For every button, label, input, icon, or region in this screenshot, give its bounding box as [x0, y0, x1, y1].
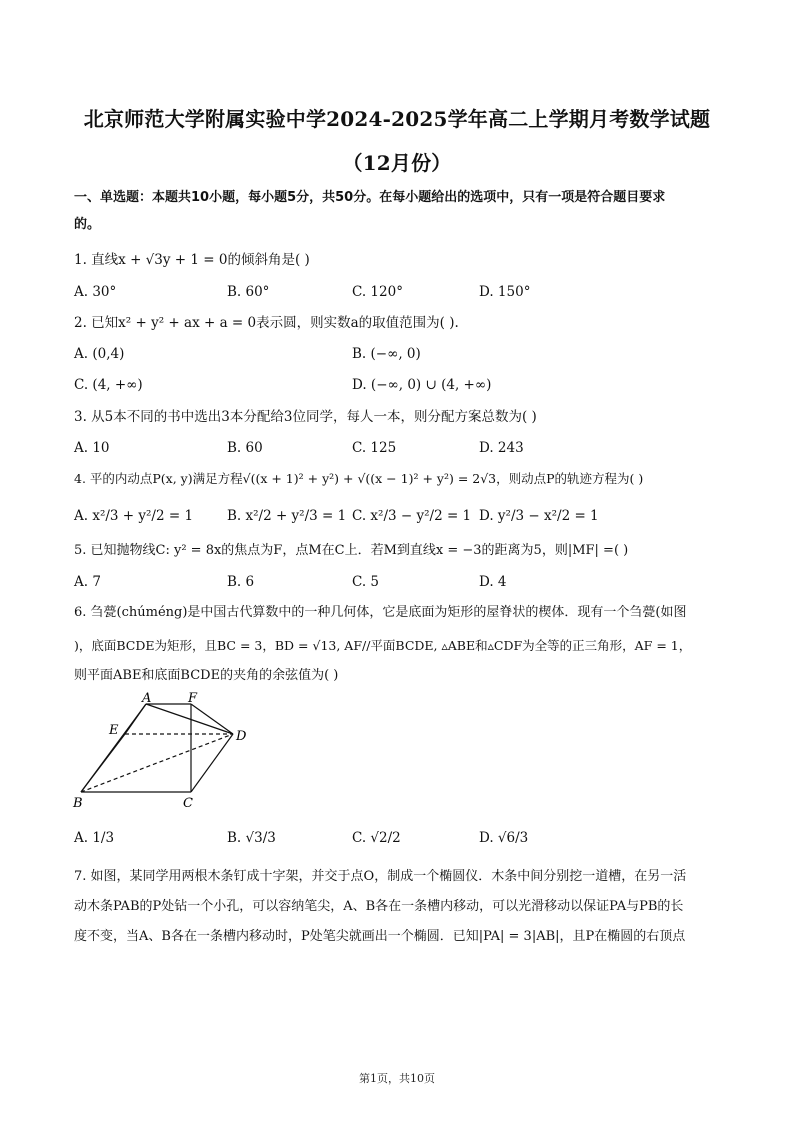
question-5-stem: 5. 已知抛物线C: y² = 8x的焦点为F，点M在C上．若M到直线x = −3的距离为5，则|MF| =( )	[74, 543, 629, 558]
wedge-figure	[68, 690, 258, 812]
q5-option-d: D. 4	[479, 574, 507, 590]
label-B: B	[73, 796, 83, 811]
q1-option-c: C. 120°	[352, 284, 403, 300]
question-6-stem-1: 6. 刍甍(chúméng)是中国古代算数中的一种几何体，它是底面为矩形的屋脊状的楔体．现有一个刍甍(如图	[74, 605, 687, 620]
question-1-stem: 1. 直线x + √3y + 1 = 0的倾斜角是( )	[74, 252, 310, 268]
section-heading: 一、单选题：本题共10小题，每小题5分，共50分。在每小题给出的选项中，只有一项是符合题目要求	[74, 190, 666, 205]
q5-option-a: A. 7	[74, 574, 101, 590]
q3-option-d: D. 243	[479, 440, 524, 456]
q2-option-a: A. (0,4)	[74, 346, 125, 362]
q5-option-c: C. 5	[352, 574, 380, 590]
q2-option-b: B. (−∞, 0)	[352, 346, 421, 362]
question-3-stem: 3. 从5本不同的书中选出3本分配给3位同学，每人一本，则分配方案总数为( )	[74, 409, 537, 425]
q5-option-b: B. 6	[227, 574, 255, 590]
question-7-stem-1: 7. 如图，某同学用两根木条钉成十字架，并交于点O，制成一个椭圆仪．木条中间分别挖一道槽，在另一活	[74, 869, 687, 884]
question-6-stem-3: 则平面ABE和底面BCDE的夹角的余弦值为( )	[74, 668, 339, 683]
edge-EA	[125, 704, 146, 734]
q6-option-d: D. √6/3	[479, 830, 529, 846]
edge-AD	[146, 704, 233, 734]
question-6-stem-2: )，底面BCDE为矩形，且BC = 3，BD = √13, AF//平面BCDE, ▵ABE和▵CDF为全等的正三角形，AF = 1，	[74, 638, 692, 653]
label-F: F	[188, 691, 198, 706]
q4-option-b: B. x²/2 + y²/3 = 1	[227, 508, 347, 524]
question-7-stem-2: 动木条PAB的P处钻一个小孔，可以容纳笔尖，A、B各在一条槽内移动，可以光滑移动以保证PA与PB的长	[74, 899, 684, 914]
label-D: D	[236, 729, 247, 744]
edge-BD-hidden	[81, 734, 233, 792]
q6-option-c: C. √2/2	[352, 830, 401, 846]
q1-option-a: A. 30°	[74, 284, 117, 300]
q4-option-c: C. x²/3 − y²/2 = 1	[352, 508, 472, 524]
question-4-stem: 4. 平的内动点P(x, y)满足方程√((x + 1)² + y²) + √((x − 1)² + y²) = 2√3，则动点P的轨迹方程为( )	[74, 471, 644, 486]
label-E: E	[109, 723, 119, 738]
question-7-stem-3: 度不变，当A、B各在一条槽内移动时，P处笔尖就画出一个椭圆．已知|PA| = 3|AB|，且P在椭圆的右顶点	[74, 929, 686, 944]
q3-option-a: A. 10	[74, 440, 110, 456]
q3-option-b: B. 60	[227, 440, 263, 456]
q3-option-c: C. 125	[352, 440, 397, 456]
page-footer: 第1页，共10页	[359, 1072, 435, 1085]
q6-option-b: B. √3/3	[227, 830, 276, 846]
q4-option-d: D. y²/3 − x²/2 = 1	[479, 508, 599, 524]
section-heading-cont: 的。	[74, 217, 101, 232]
label-C: C	[183, 796, 193, 811]
document-subtitle: （12月份）	[342, 151, 452, 175]
q4-option-a: A. x²/3 + y²/2 = 1	[74, 508, 194, 524]
document-title: 北京师范大学附属实验中学2024-2025学年高二上学期月考数学试题	[83, 107, 711, 131]
edge-FD	[191, 704, 233, 734]
q1-option-d: D. 150°	[479, 284, 531, 300]
edge-CD	[191, 734, 233, 792]
q6-option-a: A. 1/3	[74, 830, 115, 846]
label-A: A	[142, 691, 152, 706]
q2-option-c: C. (4, +∞)	[74, 377, 143, 393]
question-2-stem: 2. 已知x² + y² + ax + a = 0表示圆，则实数a的取值范围为( ).	[74, 315, 459, 331]
q2-option-d: D. (−∞, 0) ∪ (4, +∞)	[352, 377, 492, 393]
q1-option-b: B. 60°	[227, 284, 270, 300]
